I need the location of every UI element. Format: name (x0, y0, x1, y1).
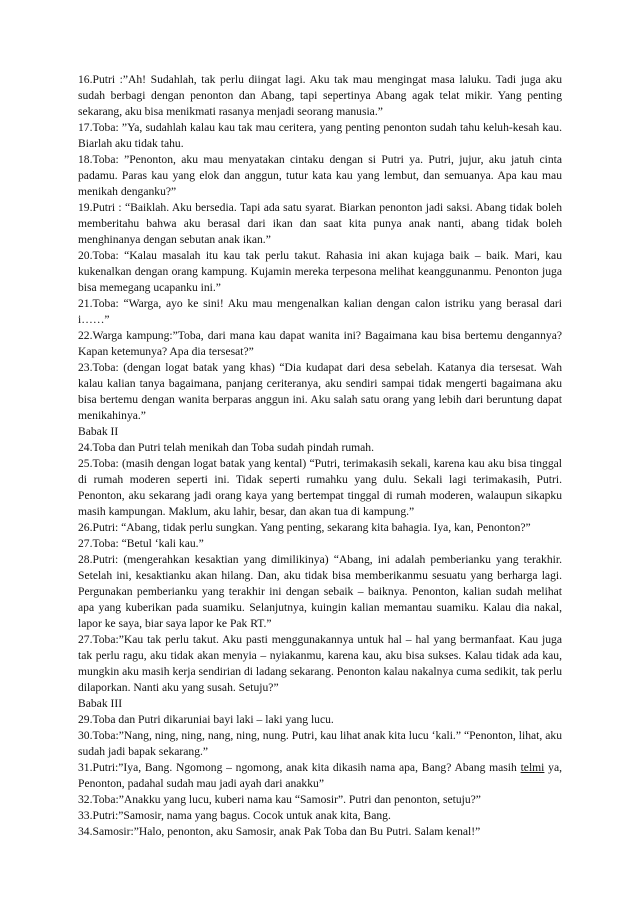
paragraph-23: 23.Toba: (dengan logat batak yang khas) “Dia kudapat dari desa sebelah. Katanya dia tersesat. Wah kalau kalian tanya bagaimana, panjang ceriteranya, aku sendiri sampai tidak mengerti bagaimana aku bisa bertemu dengan wanita berparas anggun ini. Aku salah satu orang yang lebih dari beruntung dapat menikahinya.” (78, 361, 562, 422)
paragraph-17: 17.Toba: ”Ya, sudahlah kalau kau tak mau ceritera, yang penting penonton sudah tahu keluh-kesah kau. Biarlah aku tidak tahu. (78, 121, 562, 150)
babak-3-heading: Babak III (78, 697, 123, 710)
paragraph-31 (78, 760, 562, 792)
paragraph-25: 25.Toba: (masih dengan logat batak yang kental) “Putri, terimakasih sekali, karena kau aku bisa tinggal di rumah moderen seperti ini. Tidak seperti rumahku yang dulu. Sekali lagi terimakasih, Putri. Penonton, aku sekarang jadi orang kaya yang bertempat tinggal di rumah moderen, walaupun sikapku masih kampungan. Maklum, aku lahir, besar, dan akan tua di kampung.” (78, 457, 562, 518)
paragraph-24: 24.Toba dan Putri telah menikah dan Toba sudah pindah rumah. (78, 441, 374, 454)
paragraph-16: 16.Putri :”Ah! Sudahlah, tak perlu diingat lagi. Aku tak mau mengingat masa laluku. Tadi juga aku sudah berbagi dengan penonton dan Abang, tapi sepertinya Abang agak telat mikir. Yang penting sekarang, aku bisa menikmati rasanya menjadi seorang manusia.” (78, 73, 562, 118)
paragraph-34: 34.Samosir:”Halo, penonton, aku Samosir, anak Pak Toba dan Bu Putri. Salam kenal!” (78, 825, 481, 838)
babak-2-heading: Babak II (78, 425, 119, 438)
paragraph-31-before: 31.Putri:”Iya, Bang. Ngomong – ngomong, anak kita dikasih nama apa, Bang? Abang masih (78, 761, 521, 774)
paragraph-19: 19.Putri : “Baiklah. Aku bersedia. Tapi ada satu syarat. Biarkan penonton jadi saksi. Abang tidak boleh memberitahu bahwa aku berasal dari ikan dan saat kita punya anak nanti, abang tidak boleh menghinanya dengan sebutan anak ikan.” (78, 201, 562, 246)
paragraph-18: 18.Toba: ”Penonton, aku mau menyatakan cintaku dengan si Putri ya. Putri, jujur, aku jatuh cinta padamu. Paras kau yang elok dan anggun, tutur kata kau yang lembut, dan semuanya. Apa kau mau menikah denganku?” (78, 153, 562, 198)
document-page (78, 72, 562, 840)
paragraph-28: 28.Putri: (mengerahkan kesaktian yang dimilikinya) “Abang, ini adalah pemberianku yang terakhir. Setelah ini, kesaktianku akan hilang. Dan, aku tidak bisa memberikanmu sesuatu yang berharga lagi. Pergunakan pemberianku yang terakhir ini dengan sebaik – baiknya. Penonton, kalian sudah melihat apa yang kuberikan pada suamiku. Selanjutnya, kuingin kalian memantau suamiku. Kalau dia nakal, lapor ke saya, biar saya lapor ke Pak RT.” (78, 553, 562, 630)
paragraph-30: 30.Toba:”Nang, ning, ning, nang, ning, nung. Putri, kau lihat anak kita lucu ‘kali.” “Penonton, lihat, aku sudah jadi bapak sekarang.” (78, 729, 562, 758)
paragraph-26: 26.Putri: “Abang, tidak perlu sungkan. Yang penting, sekarang kita bahagia. Iya, kan, Penonton?” (78, 521, 531, 534)
paragraph-20: 20.Toba: “Kalau masalah itu kau tak perlu takut. Rahasia ini akan kujaga baik – baik. Mari, kau kukenalkan dengan orang kampung. Kujamin mereka terpesona melihat keanggunanmu. Penonton juga bisa memegang ucapanku ini.” (78, 249, 562, 294)
paragraph-32: 32.Toba:”Anakku yang lucu, kuberi nama kau “Samosir”. Putri dan penonton, setuju?” (78, 793, 481, 806)
paragraph-22: 22.Warga kampung:”Toba, dari mana kau dapat wanita ini? Bagaimana kau bisa bertemu dengannya? Kapan ketemunya? Apa dia tersesat?” (78, 329, 562, 358)
paragraph-31-after: ya, Penonton, padahal sudah mau jadi ayah dari anakku” (78, 761, 562, 790)
paragraph-33: 33.Putri:”Samosir, nama yang bagus. Cocok untuk anak kita, Bang. (78, 809, 391, 822)
underlined-word-telmi: telmi (520, 761, 545, 774)
paragraph-29: 29.Toba dan Putri dikaruniai bayi laki – laki yang lucu. (78, 713, 334, 726)
paragraph-21: 21.Toba: “Warga, ayo ke sini! Aku mau mengenalkan kalian dengan calon istriku yang berasal dari i……” (78, 297, 562, 326)
paragraph-27b: 27.Toba:”Kau tak perlu takut. Aku pasti menggunakannya untuk hal – hal yang bermanfaat. Kau juga tak perlu ragu, aku tidak akan menyia – nyiakanmu, karena kau, aku bisa sukses. Kalau tidak ada kau, mungkin aku masih kerja sendirian di ladang sekarang. Penonton kalau nakalnya cuma sedikit, tak perlu dilaporkan. Nanti aku yang susah. Setuju?” (78, 633, 562, 694)
paragraph-27: 27.Toba: “Betul ‘kali kau.” (78, 537, 204, 550)
